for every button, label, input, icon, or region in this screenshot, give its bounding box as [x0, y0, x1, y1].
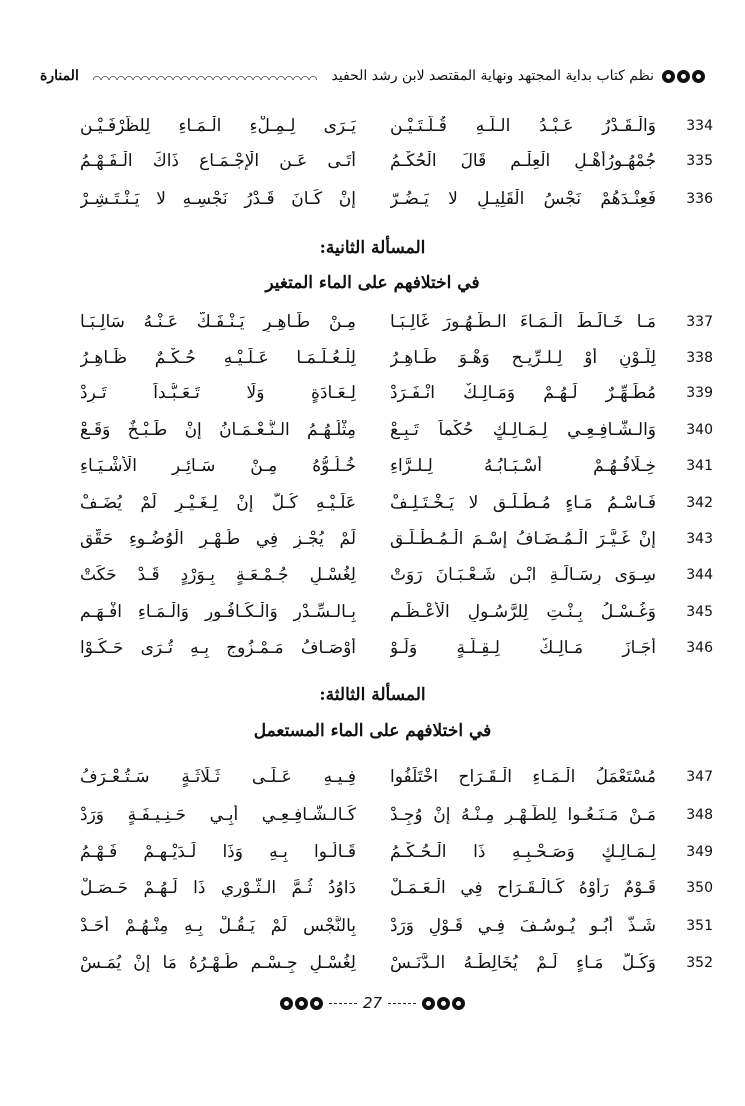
- verse-first-hemistich: مَـا خَـالَـطَ الْـمَـاءَ الـطَّـهُـورَ غَالِـبَـا: [390, 312, 656, 332]
- verse-number: 339: [686, 385, 713, 401]
- verse-row: [0, 628, 745, 668]
- page-footer: [0, 990, 745, 1016]
- header-wave-divider: [93, 72, 318, 80]
- verse-second-hemistich: خُـلُـوُّهُ مِـنْ سَـائِـرِ الْأَشْـيَـاءِ: [80, 456, 356, 476]
- verse-second-hemistich: لِغُسْـلِ جُـمْـعَـةٍ بِـوَرْدٍ قَـدْ حَكَتْ: [80, 565, 356, 585]
- verse-second-hemistich: كَـالـشَّـافِـعِـي أَبِـي حَـنِـيـفَـةٍ وَرَدْ: [80, 805, 356, 825]
- verse-second-hemistich: لِلْـعُـلَـمَـا عَـلَـيْـهِ حُـكْـمٌ ظَـاهِـرُ: [80, 348, 356, 368]
- book-title: نظم كتاب بداية المجتهد ونهاية المقتصد لابن رشد الحفيد: [331, 68, 654, 84]
- section-subtitle: في اختلافهم على الماء المتغير: [265, 273, 480, 293]
- rosette-icon: [677, 70, 690, 83]
- verse-first-hemistich: وَالْـقَـدْرُ عَـبْـدُ الـلَّـهِ قُـلَّـتَـيْـنِ: [390, 116, 656, 136]
- verse-number: 342: [686, 495, 713, 511]
- verse-number: 336: [686, 191, 713, 207]
- verse-second-hemistich: بِـالـسِّـدْرِ وَالْـكَـافُـورِ وَالْـمَـاءِ افْـهَـمِ: [80, 602, 356, 622]
- verse-second-hemistich: مِثْلُـهُـمُ الـنُّـعْـمَـانُ إِنْ طَـبْـخٌ وَقَـعْ: [80, 420, 356, 440]
- page-header: [40, 58, 705, 94]
- verse-second-hemistich: أَوْصَـافُ مَـمْـزُوجٍ بِـهِ تُـرَى حَـكَـوْا: [80, 638, 356, 658]
- verse-row: [0, 832, 745, 872]
- verse-number: 337: [686, 314, 713, 330]
- rosette-icon: [295, 997, 308, 1010]
- verse-first-hemistich: فَعِنْـدَهُمْ نَجْسُ الْقَلِيـلِ لا يَـضُـرّ: [390, 189, 656, 209]
- footer-dash: [388, 1003, 416, 1004]
- verse-second-hemistich: قَـالُـوا بِـهِ وَذَا لَـدَيْـهِـمْ فَـهْـمُ: [80, 842, 356, 862]
- verse-row: [0, 906, 745, 946]
- rosette-icon: [692, 70, 705, 83]
- verse-first-hemistich: مَـنْ مَـنَـعُـوا لِلطُّـهْـرِ مِـنْـهُ إِنْ وُجِـدْ: [390, 805, 656, 825]
- verse-number: 347: [686, 769, 713, 785]
- verse-number: 352: [686, 955, 713, 971]
- rosette-icon: [422, 997, 435, 1010]
- verse-second-hemistich: لِـعَـادَةٍ وَلَا تَـعَـبُّـداً تَـرِدْ: [80, 383, 356, 403]
- verse-row: [0, 410, 745, 450]
- section-title: المسألة الثانية:: [319, 238, 426, 258]
- verse-first-hemistich: إِنْ غَـيَّـرَ الْـمُـضَـافُ إِسْـمَ الْـمُـطْـلَـقِ: [390, 529, 656, 549]
- verse-row: [0, 592, 745, 632]
- verse-number: 345: [686, 604, 713, 620]
- verse-row: [0, 757, 745, 797]
- section-subtitle: في اختلافهم على الماء المستعمل: [253, 721, 492, 741]
- verse-number: 351: [686, 918, 713, 934]
- verse-first-hemistich: فَـاسْـمُ مَـاءٍ مُـطْـلَـقٍ لا يَـخْـتَـلِـفْ: [390, 493, 656, 513]
- page-number: 27: [362, 994, 383, 1012]
- verse-first-hemistich: لِلَّـوْنِ أَوْ لِـلـرِّيـحِ وَهْـوَ طَـاهِـرُ: [390, 348, 656, 368]
- verse-number: 349: [686, 844, 713, 860]
- verse-number: 350: [686, 880, 713, 896]
- verse-row: [0, 338, 745, 378]
- footer-ornament-left: [280, 997, 323, 1010]
- verse-first-hemistich: أَجَـازَ مَـالِـكٌ لِـقِـلَّـةٍ وَلَـوْ: [390, 638, 656, 658]
- verse-second-hemistich: عَلَـيْـهِ كُـلٌّ إِنْ لِـغَـيْـرٍ لَمْ يُضَـفْ: [80, 493, 356, 513]
- verse-row: [0, 519, 745, 559]
- rosette-icon: [452, 997, 465, 1010]
- verse-row: [0, 373, 745, 413]
- verse-second-hemistich: يَـرَى لِـمِـلْءِ الْـمَـاءِ لِلظَّرْفَـيْـنِ: [80, 116, 356, 136]
- verse-row: [0, 179, 745, 219]
- verse-second-hemistich: لَمْ يُجْـزِ فِي طُـهْـرِ الْوُضُـوءِ حَقِّقِ: [80, 529, 356, 549]
- rosette-icon: [310, 997, 323, 1010]
- header-ornament: [662, 70, 705, 83]
- verse-first-hemistich: وَكُـلُّ مَـاءٍ لَـمْ يُخَالِطْـهُ الـدَّنَـسْ: [390, 953, 656, 973]
- verse-first-hemistich: مُسْتَعْمَلُ الْـمَـاءِ الْـقَـرَاحِ اخْتَلَفُوا: [390, 767, 656, 787]
- verse-second-hemistich: فِـيـهِ عَـلَـى ثَـلَاثَـةٍ سَـتُـعْـرَفُ: [80, 767, 356, 787]
- verse-second-hemistich: دَاوُدُ ثُـمَّ الـثَّـوْرِي ذَا لَـهُـمْ حَـصَـلْ: [80, 878, 356, 898]
- verse-number: 343: [686, 531, 713, 547]
- verse-number: 344: [686, 567, 713, 583]
- verse-row: [0, 141, 745, 181]
- verse-row: [0, 943, 745, 983]
- verse-row: [0, 555, 745, 595]
- verse-row: [0, 868, 745, 908]
- verse-first-hemistich: وَالـشَّـافِـعِـي لِـمَـالِـكٍ حُكْماً تَـبِـعْ: [390, 420, 656, 440]
- footer-dash: [329, 1003, 357, 1004]
- verse-number: 346: [686, 640, 713, 656]
- verse-first-hemistich: قَـوْمٌ رَأَوْهُ كَـالْـقَـرَاحِ فِي الْـعَـمَـلْ: [390, 878, 656, 898]
- verse-number: 335: [686, 153, 713, 169]
- verse-number: 348: [686, 807, 713, 823]
- verse-second-hemistich: لِغُسْـلِ جِـسْـمٍ طُـهْـرُهُ مَا إِنْ يُمَـسْ: [80, 953, 356, 973]
- verse-number: 340: [686, 422, 713, 438]
- verse-first-hemistich: لِـمَـالِـكٍ وَصَـحْـبِـهِ ذَا الْـحُـكْـمُ: [390, 842, 656, 862]
- verse-second-hemistich: بِالنَّجْسِ لَمْ يَـقُـلْ بِـهِ مِنْـهُـمْ أَحَـدْ: [80, 916, 356, 936]
- verse-second-hemistich: إِنْ كَـانَ قَـدْرُ نَجْسِـهِ لا يَـنْـتَـشِـرْ: [80, 189, 356, 209]
- verse-row: [0, 795, 745, 835]
- verse-number: 338: [686, 350, 713, 366]
- verse-row: [0, 106, 745, 146]
- rosette-icon: [280, 997, 293, 1010]
- footer-ornament-right: [422, 997, 465, 1010]
- verse-number: 334: [686, 118, 713, 134]
- verse-first-hemistich: وَغُـسْـلُ بِـنْـتِ لِلرَّسُـولِ الْأَعْـظَـمِ: [390, 602, 656, 622]
- verse-first-hemistich: جُمْهُـورُأَهْـلِ الْعِلْـمِ قَالَ الْحُكْـمُ: [390, 151, 656, 171]
- verse-first-hemistich: خِـلَافُـهُـمْ أَسْـبَـابُـهُ لِـلـرَّاءِ: [390, 456, 656, 476]
- verse-second-hemistich: مِـنْ طَـاهِـرٍ يَـنْـفَـكُّ عَـنْـهُ سَالِـبَـا: [80, 312, 356, 332]
- verse-row: [0, 302, 745, 342]
- verse-row: [0, 446, 745, 486]
- section-title: المسألة الثالثة:: [319, 685, 426, 705]
- section-name: المنارة: [40, 68, 79, 84]
- verse-first-hemistich: مُطَـهِّـرٌ لَـهُـمْ وَمَـالِـكٌ انْـفَـرَدْ: [390, 383, 656, 403]
- verse-first-hemistich: سِـوَى رِسَـالَـةِ ابْـنِ شَـعْـبَـانَ رَوَتْ: [390, 565, 656, 585]
- rosette-icon: [662, 70, 675, 83]
- verse-first-hemistich: شَـذَّ أَبُـو يُـوسُـفَ فِـي قَـوْلٍ وَرَدْ: [390, 916, 656, 936]
- rosette-icon: [437, 997, 450, 1010]
- verse-row: [0, 483, 745, 523]
- verse-second-hemistich: أَتَـى عَـنِ الْإِجْـمَـاعِ ذَاكَ الْـفَـهْـمُ: [80, 151, 356, 171]
- verse-number: 341: [686, 458, 713, 474]
